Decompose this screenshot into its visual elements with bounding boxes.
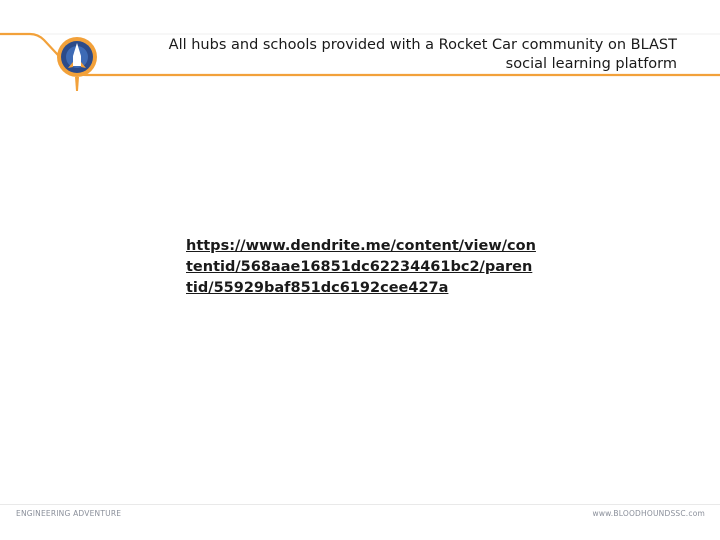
blast-community-link[interactable]: https://www.dendrite.me/content/view/contentid/568aae16851dc62234461bc2/parentid/55929baf851dc6192cee427a (186, 238, 536, 296)
slide-title: All hubs and schools provided with a Rocket Car community on BLAST social learning platform (168, 37, 677, 72)
footer-brand-text: ENGINEERING ADVENTURE (16, 509, 122, 518)
footer-divider (0, 504, 720, 505)
footer-website-text: www.BLOODHOUNDSSC.com (592, 509, 705, 518)
bloodhound-logo-icon (52, 34, 102, 94)
